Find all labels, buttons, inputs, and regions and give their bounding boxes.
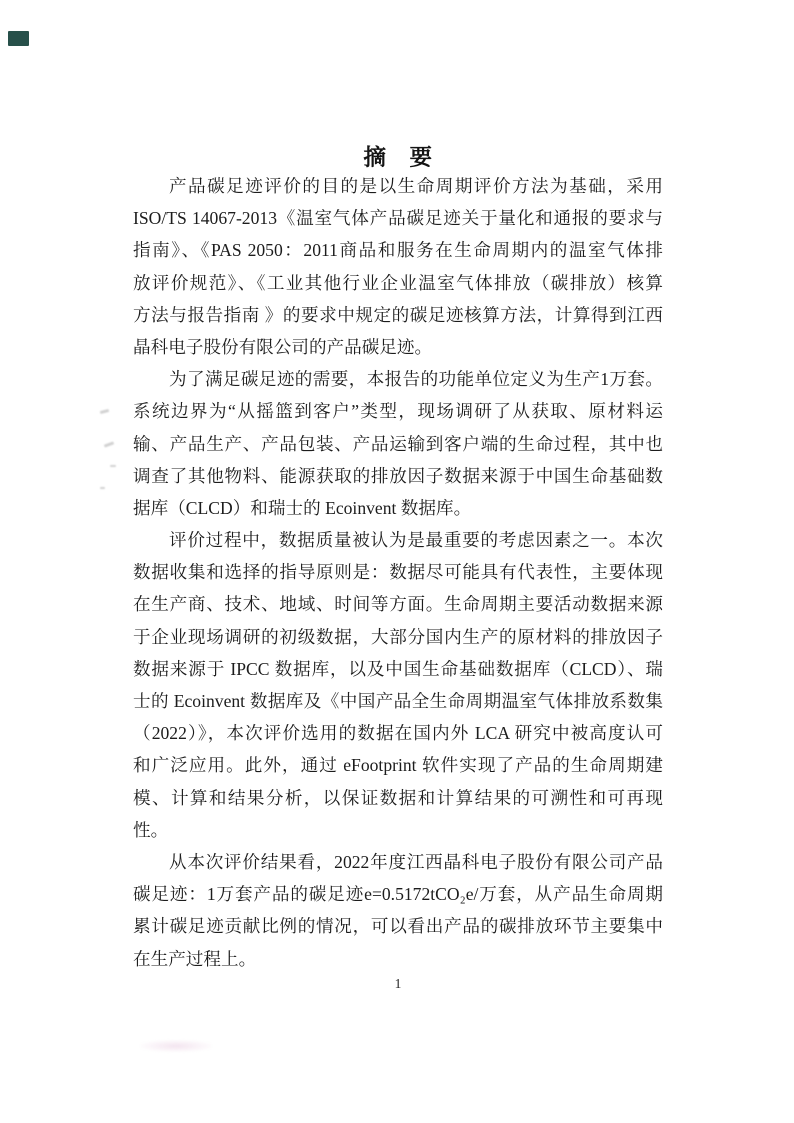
abstract-title: 摘 要 [363,145,433,170]
text-line: 输、产品生产、产品包装、产品运输到客户端的生命过程，其中也 [133,433,663,454]
text-line: 性。 [133,819,169,840]
text-line: 数据收集和选择的指导原则是：数据尽可能具有代表性，主要体现 [133,562,663,583]
text-line: 士的 Ecoinvent 数据库及《中国产品全生命周期温室气体排放系数集 [133,691,663,711]
scan-speck [104,441,114,447]
text-line: 评价过程中，数据质量被认为是最重要的考虑因素之一。本次 [169,530,663,551]
scan-speck [100,487,105,489]
text-line: 为了满足碳足迹的需要，本报告的功能单位定义为生产1万套。 [169,369,663,390]
text-line: 产品碳足迹评价的目的是以生命周期评价方法为基础，采用 [169,176,663,196]
text-line: 从本次评价结果看，2022年度江西晶科电子股份有限公司产品 [169,851,663,872]
text-line: 调查了其他物料、能源获取的排放因子数据来源于中国生命基础数 [133,465,663,486]
text-line: 晶科电子股份有限公司的产品碳足迹。 [133,336,433,357]
text-line: 方法与报告指南 》的要求中规定的碳足迹核算方法，计算得到江西 [133,304,663,325]
text-line: 放评价规范》、《工业其他行业企业温室气体排放（碳排放）核算 [133,272,663,293]
scan-artifact-top-left-mark [8,31,29,46]
text-line: 和广泛应用。此外，通过 eFootprint 软件实现了产品的生命周期建 [133,755,663,776]
scan-speck [110,465,116,467]
text-line: 碳足迹：1万套产品的碳足迹e=0.5172tCO₂e/万套，从产品生命周期 [133,884,663,905]
text-line: 于企业现场调研的初级数据，大部分国内生产的原材料的排放因子 [133,626,663,647]
text-line: （2022）》，本次评价选用的数据在国内外 LCA 研究中被高度认可 [133,723,663,744]
scan-speck [100,409,109,414]
text-line: ISO/TS 14067-2013《温室气体产品碳足迹关于量化和通报的要求与 [133,208,663,229]
page-number: 1 [394,976,402,991]
scan-artifact-bottom-smudge [140,1040,212,1052]
text-line: 指南》、《PAS 2050：2011商品和服务在生命周期内的温室气体排 [133,240,663,261]
text-line: 在生产过程上。 [133,948,257,969]
text-line: 据库（CLCD）和瑞士的 Ecoinvent 数据库。 [133,497,472,518]
document-body [133,170,663,975]
text-line: 在生产商、技术、地域、时间等方面。生命周期主要活动数据来源 [133,594,663,615]
text-line: 模、计算和结果分析，以保证数据和计算结果的可溯性和可再现 [133,787,663,808]
text-line: 系统边界为“从摇篮到客户”类型，现场调研了从获取、原材料运 [133,401,663,422]
text-line: 数据来源于 IPCC 数据库，以及中国生命基础数据库（CLCD）、瑞 [133,658,663,679]
text-line: 累计碳足迹贡献比例的情况，可以看出产品的碳排放环节主要集中 [133,916,663,937]
